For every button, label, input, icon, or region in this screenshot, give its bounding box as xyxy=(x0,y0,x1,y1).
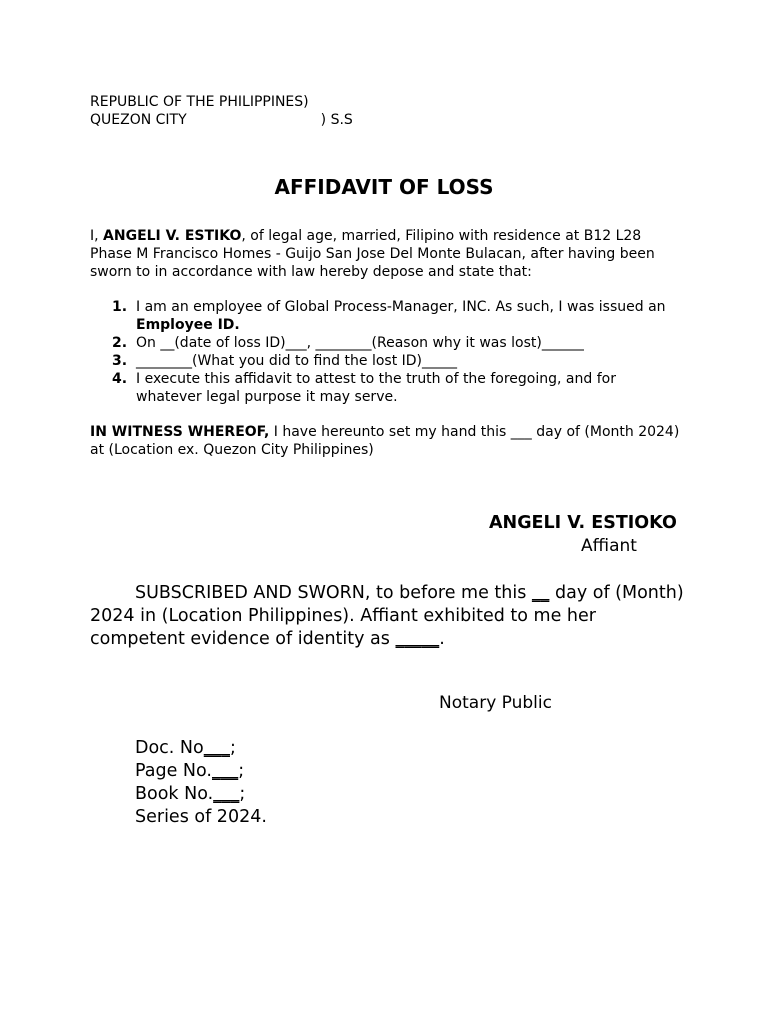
notarial-register-block xyxy=(135,737,267,829)
page-no-line xyxy=(135,760,267,783)
series-line: Series of 2024. xyxy=(135,807,267,827)
witness-bold: IN WITNESS WHEREOF, xyxy=(90,424,270,440)
intro-paragraph xyxy=(90,227,660,281)
jurat-text-3: . xyxy=(439,629,445,649)
notary-public-label: Notary Public xyxy=(439,693,552,713)
jurat-blank-day: __ xyxy=(531,583,550,603)
intro-text: , of legal age, married, Filipino with residence at B12 L28 Phase M Francisco Homes - Guijo San Jose Del Monte Bulacan, after having been sworn to in accordance with law hereby depose and state that: xyxy=(90,228,655,280)
statement-list xyxy=(90,298,670,406)
doc-no-label: Doc. No xyxy=(135,738,204,758)
caption-republic: REPUBLIC OF THE PHILIPPINES) xyxy=(90,94,309,110)
intro-prefix: I, xyxy=(90,228,104,244)
book-no-blank: ___ xyxy=(213,784,240,804)
caption-city: QUEZON CITY xyxy=(90,112,187,128)
jurat-paragraph xyxy=(90,582,690,651)
affiant-role: Affiant xyxy=(581,536,637,556)
caption-ss: ) S.S xyxy=(320,112,353,128)
list-item-bold: Employee ID. xyxy=(136,317,240,333)
list-item xyxy=(90,334,670,352)
affiant-name-inline: ANGELI V. ESTIKO xyxy=(103,228,242,244)
witness-text: I have hereunto set my hand this ___ day of (Month 2024) at (Location ex. Quezon City Philippines) xyxy=(90,424,680,458)
page-no-blank: ___ xyxy=(211,761,239,781)
witness-paragraph xyxy=(90,423,680,459)
venue-caption xyxy=(90,93,353,129)
caption-city-line xyxy=(90,111,353,129)
list-item xyxy=(90,298,670,334)
jurat-text-1: SUBSCRIBED AND SWORN, to before me this xyxy=(135,583,532,603)
jurat-text-2: day of (Month) 2024 in (Location Philippines). Affiant exhibited to me her competent evidence of identity as xyxy=(90,583,684,649)
doc-no-line xyxy=(135,737,267,760)
list-number: 4. xyxy=(112,371,128,387)
doc-no-semicolon: ; xyxy=(229,738,236,758)
list-number: 3. xyxy=(112,353,128,369)
list-item xyxy=(90,352,670,370)
page-no-label: Page No. xyxy=(135,761,212,781)
list-item xyxy=(90,370,670,406)
book-no-semicolon: ; xyxy=(239,784,246,804)
list-item-text: I am an employee of Global Process-Manager, INC. As such, I was issued an xyxy=(136,299,666,315)
list-item-text: I execute this affidavit to attest to the truth of the foregoing, and for whatever legal purpose it may serve. xyxy=(136,371,616,405)
document-title: AFFIDAVIT OF LOSS xyxy=(274,175,494,199)
doc-no-blank: ___ xyxy=(203,738,230,758)
book-no-line xyxy=(135,783,267,806)
page-no-semicolon: ; xyxy=(238,761,245,781)
list-number: 2. xyxy=(112,335,128,351)
list-item-text: On __(date of loss ID)___, ________(Reason why it was lost)______ xyxy=(136,335,584,351)
jurat-blank-id: _____ xyxy=(395,629,440,649)
affiant-signature-name: ANGELI V. ESTIOKO xyxy=(489,513,677,533)
list-item-text: ________(What you did to find the lost ID)_____ xyxy=(136,353,458,369)
book-no-label: Book No. xyxy=(135,784,214,804)
list-number: 1. xyxy=(112,299,128,315)
